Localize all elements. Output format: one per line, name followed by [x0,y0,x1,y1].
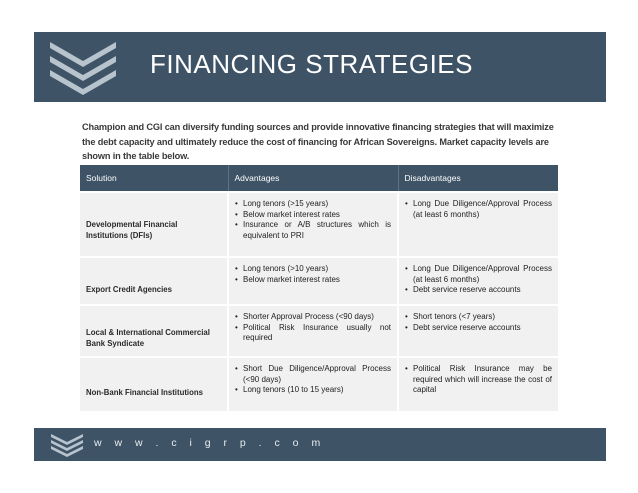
advantage-item: • Insurance or A/B structures which is equivalent to PRI [235,220,391,241]
solution-cell: Export Credit Agencies [80,257,228,305]
table-row [80,305,558,357]
solution-cell: Non-Bank Financial Institutions [80,357,228,411]
solution-cell: Local & International Commercial Bank Syndicate [80,305,228,357]
disadvantages-cell [398,192,558,257]
page-title: FINANCING STRATEGIES [150,49,473,79]
advantage-item: • Long tenors (>10 years) [235,264,391,275]
intro-paragraph: Champion and CGI can diversify funding sources and provide innovative financing strategies that will maximize the debt capacity and ultimately reduce the cost of financing for African Sovereigns. Market capacity levels are shown in the table below. [82,122,554,161]
solution-cell: Developmental Financial Institutions (DFIs) [80,192,228,257]
disadvantage-item: • Political Risk Insurance may be required which will increase the cost of capital [405,364,552,396]
website-url[interactable]: w w w . c i g r p . c o m [94,437,326,449]
footer-band [34,428,606,461]
advantage-item: • Long tenors (>15 years) [235,199,391,210]
advantage-item: • Long tenors (10 to 15 years) [235,385,391,396]
disadvantages-cell [398,257,558,305]
disadvantage-item: • Short tenors (<7 years) [405,312,552,323]
advantages-cell [228,257,398,305]
disadvantage-item: • Debt service reserve accounts [405,323,552,334]
table-header-row [80,165,558,192]
chevron-stack-logo-icon [48,39,118,100]
table-row [80,192,558,257]
advantages-cell [228,305,398,357]
advantages-cell [228,192,398,257]
table-row [80,257,558,305]
advantage-item: • Political Risk Insurance usually not required [235,323,391,344]
advantages-cell [228,357,398,411]
advantage-item: • Below market interest rates [235,275,391,286]
advantage-item: • Short Due Diligence/Approval Process (<90 days) [235,364,391,385]
disadvantages-cell [398,305,558,357]
disadvantage-item: • Debt service reserve accounts [405,285,552,296]
disadvantages-cell [398,357,558,411]
table-row [80,357,558,411]
header-solution: Solution [80,165,228,192]
disadvantage-item: • Long Due Diligence/Approval Process (at least 6 months) [405,199,552,220]
chevron-stack-footer-logo-icon [50,433,84,462]
advantage-item: • Shorter Approval Process (<90 days) [235,312,391,323]
header-disadvantages: Disadvantages [398,165,558,192]
financing-table [80,165,558,411]
header-band [34,32,606,102]
header-advantages: Advantages [228,165,398,192]
disadvantage-item: • Long Due Diligence/Approval Process (at least 6 months) [405,264,552,285]
advantage-item: • Below market interest rates [235,210,391,221]
